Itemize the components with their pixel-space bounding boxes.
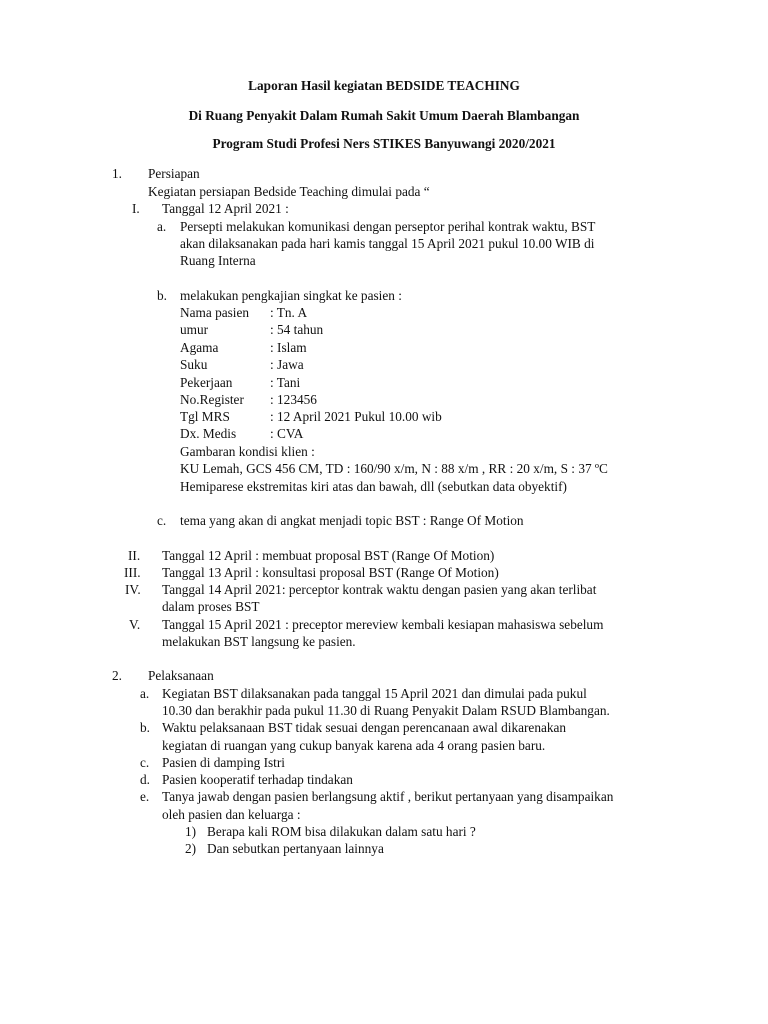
patient-field-value: : CVA <box>270 426 304 441</box>
roman-i-number: I. <box>132 201 140 216</box>
item-c-marker: c. <box>157 513 167 528</box>
item-a-marker: a. <box>157 219 167 234</box>
kondisi-vitals: KU Lemah, GCS 456 CM, TD : 160/90 x/m, N : 88 x/m , RR : 20 x/m, S : 37 ºC <box>180 461 608 476</box>
patient-field-label: Tgl MRS <box>180 409 230 424</box>
item-a-line: Persepti melakukan komunikasi dengan perseptor perihal kontrak waktu, BST <box>180 219 596 234</box>
s2-item-d-text: Pasien kooperatif terhadap tindakan <box>162 772 353 787</box>
patient-field-value: : 54 tahun <box>270 322 324 337</box>
roman-iv-line: dalam proses BST <box>162 599 260 614</box>
question-1-number: 1) <box>185 824 197 839</box>
patient-field-label: Nama pasien <box>180 305 250 320</box>
kondisi-label: Gambaran kondisi klien : <box>180 444 315 459</box>
document-subtitle: Di Ruang Penyakit Dalam Rumah Sakit Umum Daerah Blambangan <box>188 108 580 123</box>
patient-field-value: : Tani <box>270 375 301 390</box>
roman-v-number: V. <box>129 617 141 632</box>
patient-field-value: : 123456 <box>270 392 317 407</box>
roman-iii-number: III. <box>124 565 141 580</box>
patient-field-label: umur <box>180 322 209 337</box>
item-a-line: Ruang Interna <box>180 253 256 268</box>
roman-i-label: Tanggal 12 April 2021 : <box>162 201 289 216</box>
kondisi-notes: Hemiparese ekstremitas kiri atas dan bawah, dll (sebutkan data obyektif) <box>180 479 567 494</box>
section-2-heading: Pelaksanaan <box>148 668 214 683</box>
item-b-label: melakukan pengkajian singkat ke pasien : <box>180 288 402 303</box>
s2-item-c-marker: c. <box>140 755 150 770</box>
patient-field-label: Agama <box>180 340 219 355</box>
s2-item-b-line: Waktu pelaksanaan BST tidak sesuai dengan perencanaan awal dikarenakan <box>162 720 567 735</box>
patient-field-value: : Islam <box>270 340 307 355</box>
section-1-number: 1. <box>112 166 122 181</box>
s2-item-a-line: Kegiatan BST dilaksanakan pada tanggal 15 April 2021 dan dimulai pada pukul <box>162 686 587 701</box>
document-program: Program Studi Profesi Ners STIKES Banyuwangi 2020/2021 <box>212 136 556 151</box>
document-title: Laporan Hasil kegiatan BEDSIDE TEACHING <box>248 78 520 93</box>
patient-field-label: Dx. Medis <box>180 426 237 441</box>
question-2-text: Dan sebutkan pertanyaan lainnya <box>207 841 384 856</box>
patient-field-value: : 12 April 2021 Pukul 10.00 wib <box>270 409 442 424</box>
s2-item-a-line: 10.30 dan berakhir pada pukul 11.30 di Ruang Penyakit Dalam RSUD Blambangan. <box>162 703 610 718</box>
s2-item-e-line: oleh pasien dan keluarga : <box>162 807 301 822</box>
section-2-number: 2. <box>112 668 122 683</box>
question-1-text: Berapa kali ROM bisa dilakukan dalam satu hari ? <box>207 824 476 839</box>
patient-field-value: : Tn. A <box>270 305 308 320</box>
s2-item-b-marker: b. <box>140 720 150 735</box>
roman-v-line: melakukan BST langsung ke pasien. <box>162 634 356 649</box>
item-a-line: akan dilaksanakan pada hari kamis tanggal 15 April 2021 pukul 10.00 WIB di <box>180 236 595 251</box>
section-1-intro: Kegiatan persiapan Bedside Teaching dimulai pada “ <box>148 184 430 199</box>
section-1-heading: Persiapan <box>148 166 200 181</box>
roman-v-line: Tanggal 15 April 2021 : preceptor mereview kembali kesiapan mahasiswa sebelum <box>162 617 604 632</box>
s2-item-c-text: Pasien di damping Istri <box>162 755 285 770</box>
roman-iv-line: Tanggal 14 April 2021: perceptor kontrak waktu dengan pasien yang akan terlibat <box>162 582 597 597</box>
roman-iii-text: Tanggal 13 April : konsultasi proposal BST (Range Of Motion) <box>162 565 499 580</box>
item-c-text: tema yang akan di angkat menjadi topic BST : Range Of Motion <box>180 513 524 528</box>
roman-ii-number: II. <box>128 548 141 563</box>
roman-iv-number: IV. <box>125 582 141 597</box>
question-2-number: 2) <box>185 841 197 856</box>
patient-field-label: Pekerjaan <box>180 375 233 390</box>
s2-item-e-marker: e. <box>140 789 150 804</box>
s2-item-b-line: kegiatan di ruangan yang cukup banyak karena ada 4 orang pasien baru. <box>162 738 546 753</box>
item-b-marker: b. <box>157 288 167 303</box>
s2-item-e-line: Tanya jawab dengan pasien berlangsung aktif , berikut pertanyaan yang disampaikan <box>162 789 614 804</box>
patient-field-value: : Jawa <box>270 357 304 372</box>
s2-item-a-marker: a. <box>140 686 150 701</box>
roman-ii-text: Tanggal 12 April : membuat proposal BST (Range Of Motion) <box>162 548 495 563</box>
patient-field-label: Suku <box>180 357 208 372</box>
s2-item-d-marker: d. <box>140 772 150 787</box>
patient-field-label: No.Register <box>180 392 244 407</box>
